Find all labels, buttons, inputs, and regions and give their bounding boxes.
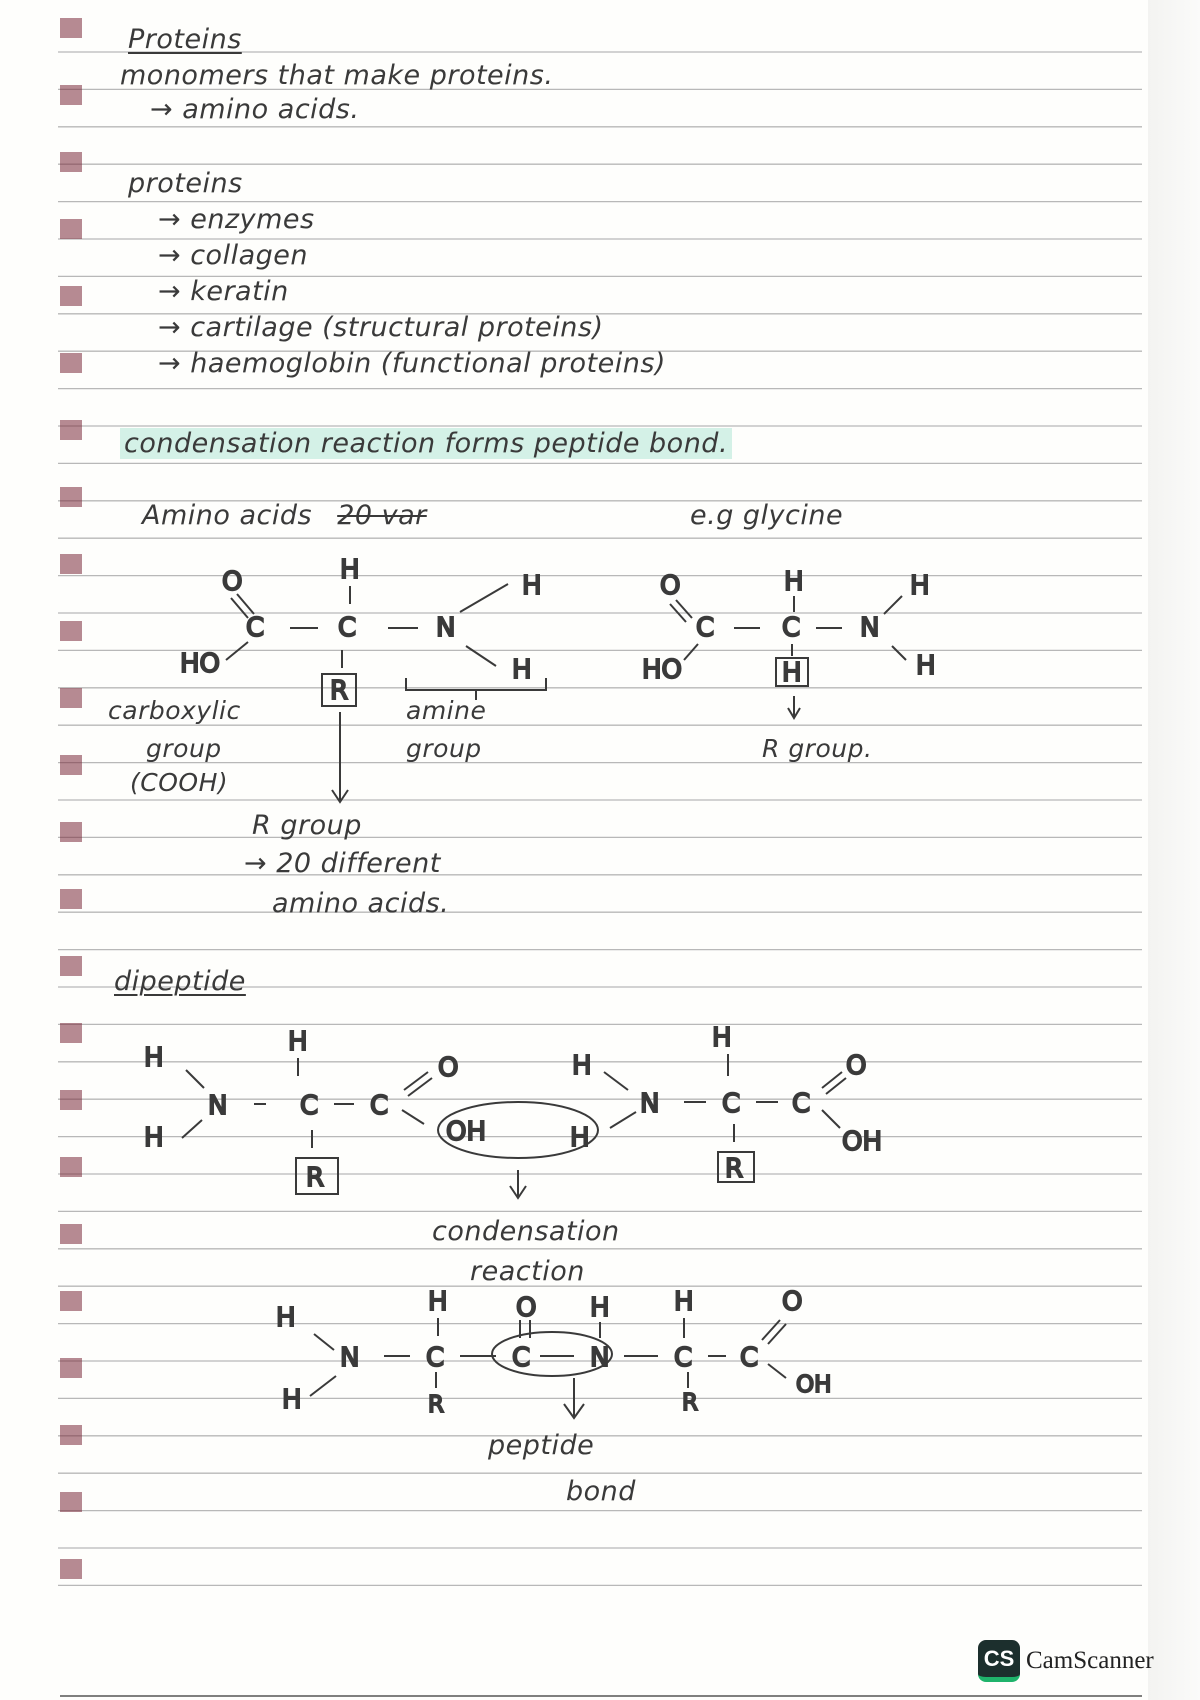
camscanner-logo: CS <box>978 1640 1020 1682</box>
atom-c: C <box>696 613 715 643</box>
camscanner-watermark <box>978 1640 1154 1682</box>
atom-h: H <box>674 1287 694 1317</box>
atom-h: H <box>276 1303 296 1333</box>
glycine-heading: e.g glycine <box>690 500 844 531</box>
list-item: → collagen <box>158 240 308 271</box>
note-line: monomers that make proteins. <box>120 60 554 91</box>
atom-n: N <box>640 1089 660 1119</box>
atom-n: N <box>860 613 880 643</box>
r-group-note: R group <box>252 810 362 841</box>
atom-h: H <box>572 1051 592 1081</box>
atom-n: N <box>340 1343 360 1373</box>
glycine-r-group-label: R group. <box>762 734 873 763</box>
peptide-bond-label: bond <box>566 1476 636 1507</box>
atom-h: H <box>784 567 804 597</box>
reaction-label: condensation <box>432 1216 620 1247</box>
bond-line <box>762 1320 780 1340</box>
note-line: → amino acids. <box>150 94 360 125</box>
heading-text: Amino acids <box>142 500 313 531</box>
atom-h: H <box>144 1043 164 1073</box>
atom-c: C <box>722 1089 741 1119</box>
atom-o: O <box>782 1287 803 1317</box>
atom-ho: HO <box>180 649 221 679</box>
atom-o: O <box>516 1293 537 1323</box>
atom-n: N <box>436 613 456 643</box>
atom-c: C <box>246 613 265 643</box>
atom-c: C <box>338 613 357 643</box>
atom-o: O <box>438 1053 459 1083</box>
group-oh: OH <box>796 1372 832 1398</box>
atom-o: O <box>222 567 243 597</box>
atom-c: C <box>782 613 801 643</box>
amine-label: group <box>406 734 482 763</box>
atom-h: H <box>570 1123 590 1153</box>
list-item: → keratin <box>158 276 289 307</box>
atom-c: C <box>740 1343 759 1373</box>
atom-n: N <box>590 1343 610 1373</box>
bond-line <box>768 1324 786 1344</box>
list-item: → enzymes <box>158 204 315 235</box>
atom-o: O <box>660 571 681 601</box>
dipeptide-heading: dipeptide <box>114 966 246 997</box>
atom-c: C <box>674 1343 693 1373</box>
atom-h: H <box>916 651 936 681</box>
atom-c: C <box>512 1343 531 1373</box>
atom-c: C <box>426 1343 445 1373</box>
r-group-note: → 20 different <box>244 848 441 879</box>
atom-r: R <box>330 676 349 706</box>
bond-line <box>314 1334 334 1350</box>
bond-line <box>768 1364 786 1378</box>
r-group-note: amino acids. <box>272 888 450 919</box>
amine-label: amine <box>406 696 487 725</box>
group-oh: OH <box>842 1127 883 1157</box>
bond-line <box>310 1376 336 1396</box>
atom-h: H <box>282 1385 302 1415</box>
carboxylic-label: group <box>146 734 222 763</box>
atom-h: H <box>340 555 360 585</box>
atom-c: C <box>792 1089 811 1119</box>
atom-h: H <box>144 1123 164 1153</box>
page-title: Proteins <box>128 24 242 55</box>
peptide-bond-arrow <box>564 1378 584 1418</box>
atom-h: H <box>590 1293 610 1323</box>
atom-r: R <box>725 1154 744 1184</box>
atom-h: H <box>288 1027 308 1057</box>
atom-h: H <box>712 1023 732 1053</box>
atom-h: H <box>910 571 930 601</box>
atom-h: H <box>512 655 532 685</box>
camscanner-name: CamScanner <box>1026 1647 1154 1674</box>
list-item: → cartilage (structural proteins) <box>158 312 604 343</box>
atom-c: C <box>300 1091 319 1121</box>
atom-h: H <box>782 658 802 688</box>
atom-r: R <box>428 1392 444 1418</box>
atom-ho: HO <box>642 655 683 685</box>
group-oh: OH <box>446 1117 487 1147</box>
reaction-label: reaction <box>470 1256 585 1287</box>
note-text: condensation reaction forms peptide bond. <box>124 428 729 459</box>
atom-r: R <box>682 1390 698 1416</box>
atom-h: H <box>522 571 542 601</box>
carboxylic-label: carboxylic <box>108 696 241 725</box>
atom-o: O <box>846 1051 867 1081</box>
atom-c: C <box>370 1091 389 1121</box>
subheading-proteins: proteins <box>128 168 243 199</box>
atom-r: R <box>306 1163 325 1193</box>
peptide-bond-label: peptide <box>488 1430 595 1461</box>
atom-n: N <box>208 1091 228 1121</box>
atom-h: H <box>428 1287 448 1317</box>
carboxylic-label: (COOH) <box>130 768 229 797</box>
crossed-out-text: 20 var <box>337 500 427 531</box>
list-item: → haemoglobin (functional proteins) <box>158 348 666 379</box>
